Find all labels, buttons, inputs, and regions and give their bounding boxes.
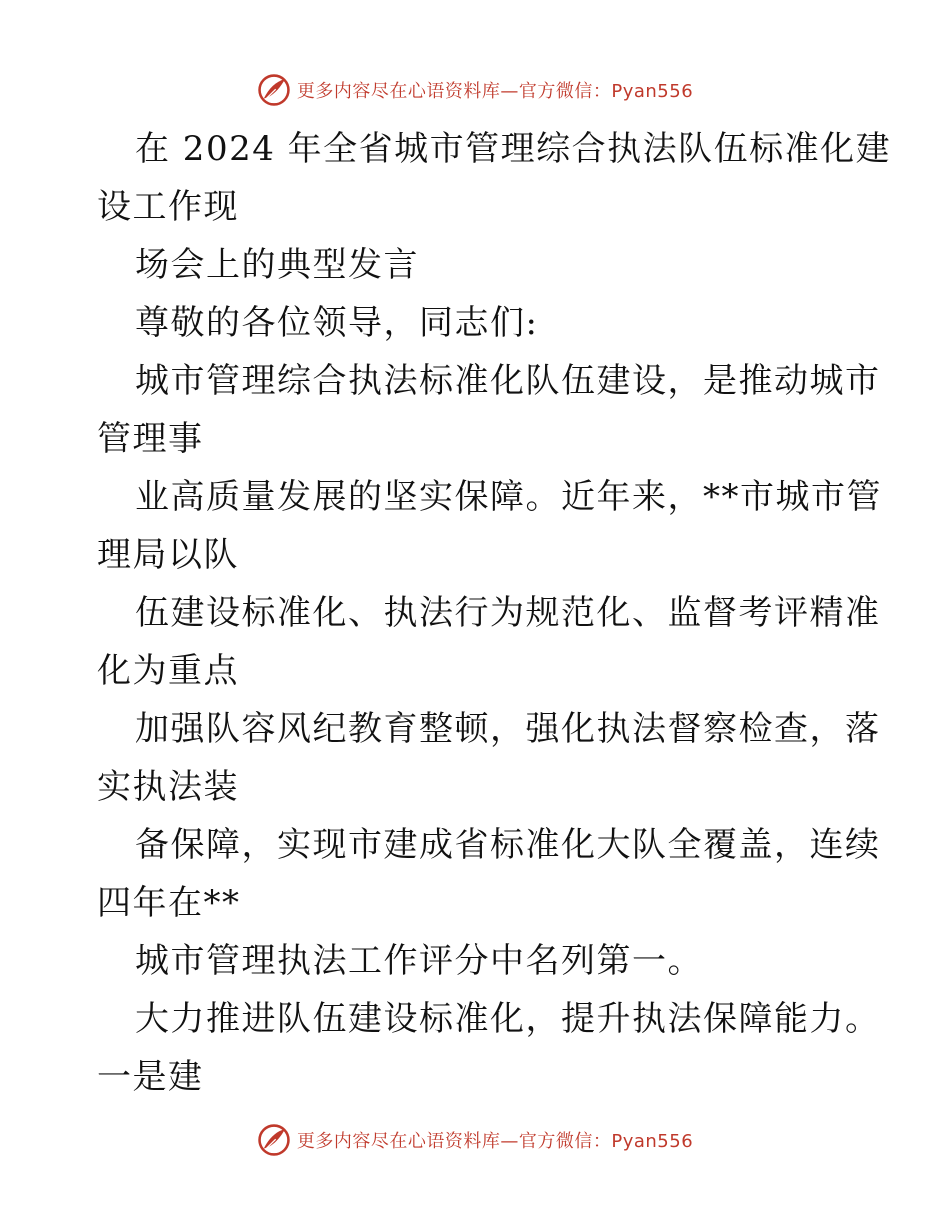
body-line-8: 理局以队 [97,535,239,575]
body-line-15: 城市管理执法工作评分中名列第一。 [135,941,703,981]
header-watermark [0,70,950,110]
body-line-16: 大力推进队伍建设标准化，提升执法保障能力。 [135,999,881,1039]
body-line-2: 设工作现 [97,187,239,227]
body-line-12: 实执法装 [97,767,239,807]
body-line-3: 场会上的典型发言 [135,245,419,285]
body-line-9: 伍建设标准化、执法行为规范化、监督考评精准 [135,593,881,633]
body-line-17: 一是建 [97,1057,204,1097]
body-line-7: 业高质量发展的坚实保障。近年来，**市城市管 [135,477,882,517]
feather-pen-logo-icon [257,1123,291,1157]
header-watermark-text: 更多内容尽在心语资料库—官方微信：Pyan556 [296,81,694,102]
body-line-4: 尊敬的各位领导，同志们: [135,303,539,343]
body-line-5: 城市管理综合执法标准化队伍建设，是推动城市 [135,361,881,401]
feather-pen-logo-icon [257,73,291,107]
body-line-13: 备保障，实现市建成省标准化大队全覆盖，连续 [135,825,881,865]
body-line-6: 管理事 [97,419,204,459]
body-line-1: 在 2024 年全省城市管理综合执法队伍标准化建 [135,129,892,169]
footer-watermark [0,1120,950,1160]
body-line-11: 加强队容风纪教育整顿，强化执法督察检查，落 [135,709,881,749]
body-line-10: 化为重点 [97,651,239,691]
body-line-14: 四年在** [97,883,241,923]
footer-watermark-text: 更多内容尽在心语资料库—官方微信：Pyan556 [296,1131,694,1152]
